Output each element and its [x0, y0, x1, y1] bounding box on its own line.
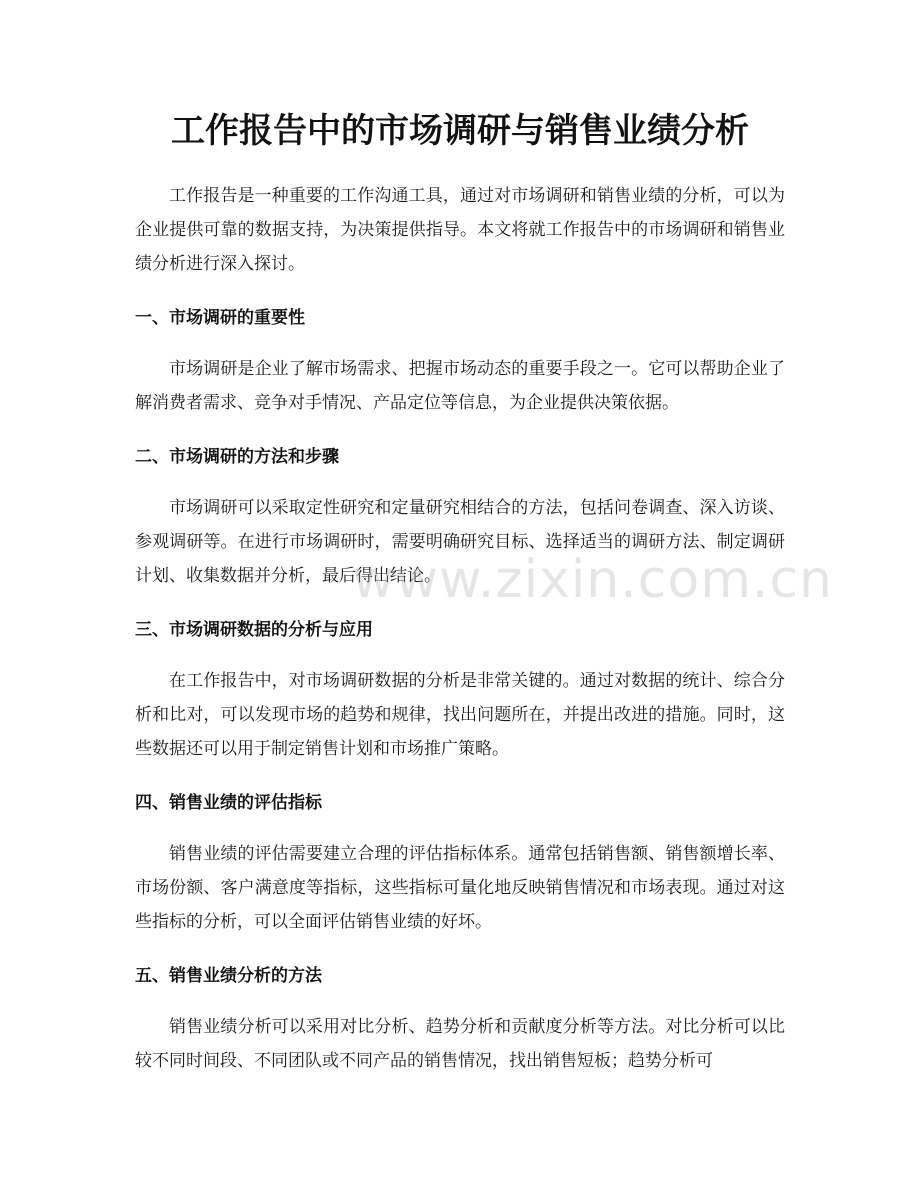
watermark-text: www.zixin.com.cn — [352, 550, 833, 610]
section-body-2: 市场调研可以采取定性研究和定量研究相结合的方法，包括问卷调查、深入访谈、参观调研等。在进行市场调研时，需要明确研究目标、选择适当的调研方法、制定调研计划、收集数据并分析，最后得出结论。 — [135, 498, 785, 586]
section-body-5: 销售业绩分析可以采用对比分析、趋势分析和贡献度分析等方法。对比分析可以比较不同时间段、不同团队或不同产品的销售情况，找出销售短板；趋势分析可 — [135, 1017, 785, 1071]
section-body-1: 市场调研是企业了解市场需求、把握市场动态的重要手段之一。它可以帮助企业了解消费者需求、竞争对手情况、产品定位等信息，为企业提供决策依据。 — [135, 359, 785, 413]
section-heading-3: 三、市场调研数据的分析与应用 — [135, 620, 373, 640]
section-body-3: 在工作报告中，对市场调研数据的分析是非常关键的。通过对数据的统计、综合分析和比对，可以发现市场的趋势和规律，找出问题所在，并提出改进的措施。同时，这些数据还可以用于制定销售计划和市场推广策略。 — [135, 671, 785, 759]
section-heading-1: 一、市场调研的重要性 — [135, 308, 305, 328]
section-heading-5: 五、销售业绩分析的方法 — [135, 966, 322, 986]
section-body-4: 销售业绩的评估需要建立合理的评估指标体系。通常包括销售额、销售额增长率、市场份额、客户满意度等指标，这些指标可量化地反映销售情况和市场表现。通过对这些指标的分析，可以全面评估销售业绩的好坏。 — [135, 844, 785, 932]
document-body — [135, 179, 785, 1078]
section-heading-2: 二、市场调研的方法和步骤 — [135, 447, 339, 467]
intro-paragraph: 工作报告是一种重要的工作沟通工具，通过对市场调研和销售业绩的分析，可以为企业提供可靠的数据支持，为决策提供指导。本文将就工作报告中的市场调研和销售业绩分析进行深入探讨。 — [135, 186, 785, 274]
page-title: 工作报告中的市场调研与销售业绩分析 — [171, 111, 749, 151]
section-heading-4: 四、销售业绩的评估指标 — [135, 793, 322, 813]
